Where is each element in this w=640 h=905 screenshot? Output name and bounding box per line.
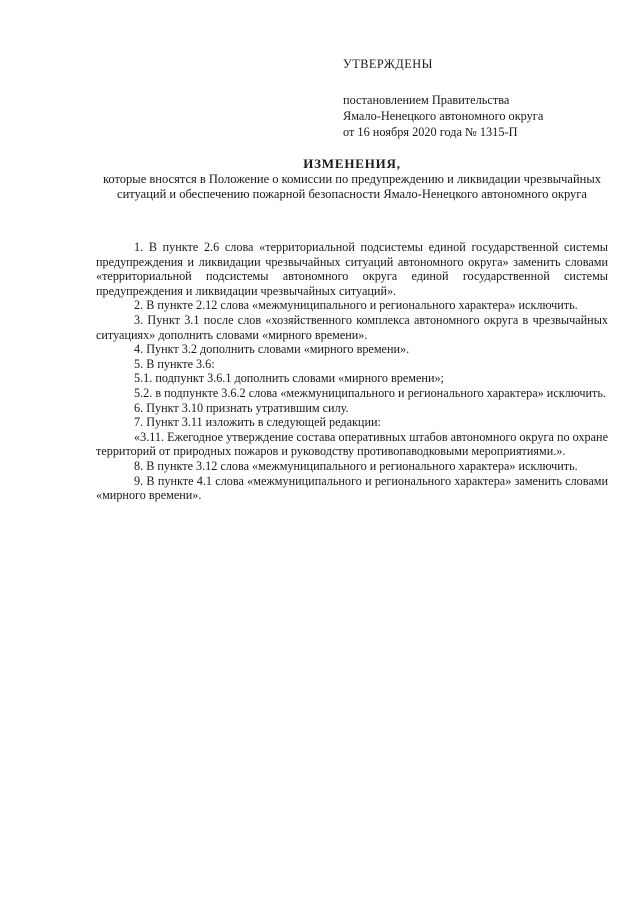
paragraph-6: 6. Пункт 3.10 признать утратившим силу. [134, 400, 349, 415]
paragraph-3: 3. Пункт 3.1 после слов «хозяйственного комплекса автономного округа в чрезвычайных ситуациях» дополнить словами «мирного времени». [96, 312, 608, 342]
approval-line-1: постановлением Правительства [343, 93, 510, 107]
paragraph-5-1: 5.1. подпункт 3.6.1 дополнить словами «мирного времени»; [134, 371, 444, 386]
approval-line-2: Ямало-Ненецкого автономного округа [343, 109, 544, 123]
approval-line-3: от 16 ноября 2020 года № 1315-П [343, 125, 518, 139]
approval-stamp [343, 56, 603, 140]
paragraph-7: 7. Пункт 3.11 изложить в следующей редакции: [134, 415, 381, 430]
document-title-block [96, 156, 608, 202]
approval-heading: УТВЕРЖДЕНЫ [343, 57, 433, 71]
document-body [96, 240, 608, 503]
paragraph-2: 2. В пункте 2.12 слова «межмуниципального и регионального характера» исключить. [134, 298, 578, 313]
paragraph-7-quote: «3.11. Ежегодное утверждение состава оперативных штабов автономного округа по охране территорий от природных пожаров и руководству противопаводковыми мероприятиями.». [96, 429, 608, 459]
paragraph-8: 8. В пункте 3.12 слова «межмуниципального и регионального характера» исключить. [134, 458, 578, 473]
paragraph-9: 9. В пункте 4.1 слова «межмуниципального и регионального характера» заменить словами «мирного времени». [96, 473, 608, 503]
paragraph-5: 5. В пункте 3.6: [134, 356, 215, 371]
paragraph-1: 1. В пункте 2.6 слова «территориальной подсистемы единой государственной системы предупреждения и ликвидации чрезвычайных ситуаций автономного округа» заменить словами «территориальной подсистемы автономного округа единой государственной системы предупреждения и ликвидации чрезвычайных ситуаций». [96, 240, 608, 298]
document-title: ИЗМЕНЕНИЯ, [303, 156, 401, 171]
document-subtitle: которые вносятся в Положение о комиссии по предупреждению и ликвидации чрезвычайных ситуаций и обеспечению пожарной безопасности Ямало-Ненецкого автономного округа [102, 172, 601, 201]
paragraph-5-2: 5.2. в подпункте 3.6.2 слова «межмуниципального и регионального характера» исключить. [134, 385, 606, 400]
paragraph-4: 4. Пункт 3.2 дополнить словами «мирного времени». [134, 342, 410, 357]
